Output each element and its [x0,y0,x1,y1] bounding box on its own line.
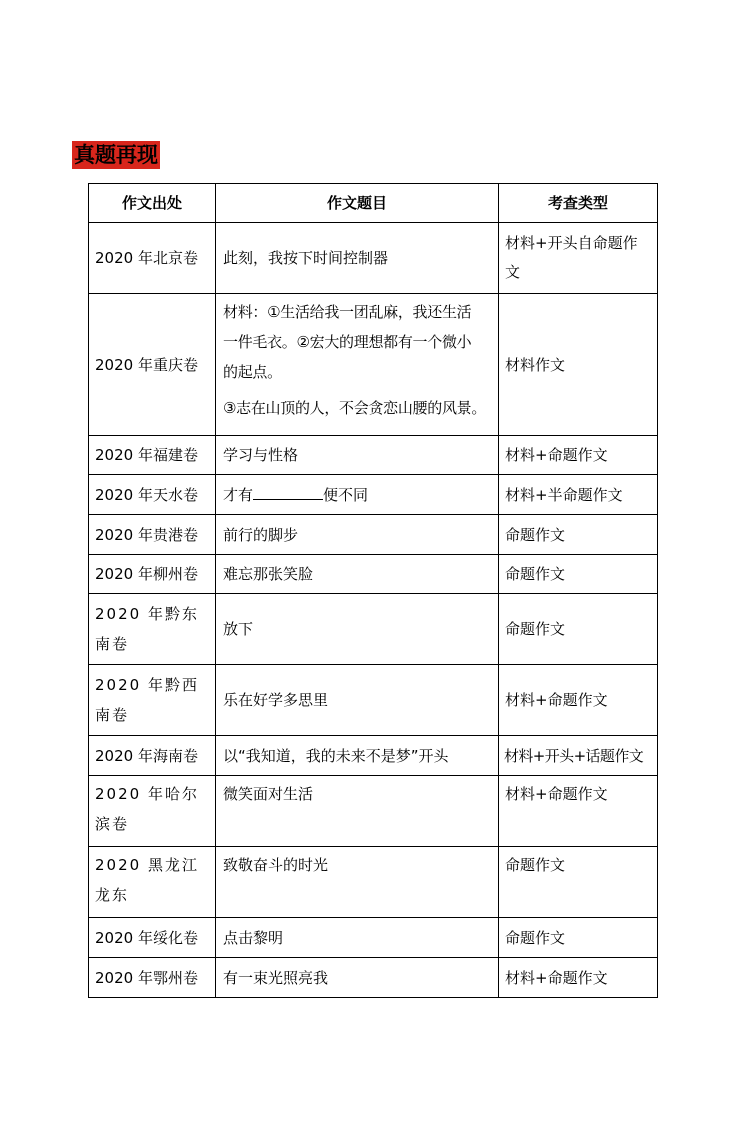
blank-underline [253,484,323,500]
cell-type: 材料+命题作文 [499,436,658,475]
topic-suffix: 便不同 [323,485,369,504]
cell-source: 2020 年福建卷 [89,436,216,475]
cell-topic: 点击黎明 [216,918,499,958]
cell-type: 命题作文 [499,555,658,594]
cell-source: 2020 黑龙江龙东 [89,847,216,918]
table-row [89,847,658,918]
composition-table [88,183,658,998]
cell-source: 2020 年黔东南卷 [89,594,216,665]
cell-source: 2020 年黔西南卷 [89,665,216,736]
topic-line: ③志在山顶的人，不会贪恋山腰的风景。 [223,399,487,417]
table-row [89,555,658,594]
cell-topic [216,475,499,515]
cell-type: 材料作文 [499,294,658,436]
cell-source: 2020 年海南卷 [89,736,216,776]
table-row [89,594,658,665]
table-row [89,515,658,555]
cell-topic: 此刻，我按下时间控制器 [216,223,499,294]
section-heading: 真题再现 [74,143,158,167]
table-header-row [89,184,658,223]
header-type: 考查类型 [499,184,658,223]
topic-line: 一件毛衣。②宏大的理想都有一个微小 [223,333,472,351]
table-row [89,776,658,847]
cell-type: 命题作文 [499,594,658,665]
cell-topic: 前行的脚步 [216,515,499,555]
cell-topic: 以“我知道，我的未来不是梦”开头 [216,736,499,776]
table-row [89,736,658,776]
cell-type: 材料+命题作文 [499,958,658,998]
cell-type: 命题作文 [499,918,658,958]
cell-topic: 微笑面对生活 [216,776,499,847]
table-row [89,958,658,998]
table-row [89,475,658,515]
cell-source: 2020 年贵港卷 [89,515,216,555]
table-row [89,665,658,736]
cell-topic: 难忘那张笑脸 [216,555,499,594]
table-row [89,294,658,436]
cell-topic [216,294,499,436]
cell-topic: 学习与性格 [216,436,499,475]
cell-type: 命题作文 [499,847,658,918]
topic-line: 材料：①生活给我一团乱麻，我还生活 [223,303,472,321]
cell-type: 材料+开头+话题作文 [499,736,658,776]
table-row [89,436,658,475]
cell-source: 2020 年天水卷 [89,475,216,515]
table-row [89,223,658,294]
cell-source: 2020 年重庆卷 [89,294,216,436]
cell-topic: 有一束光照亮我 [216,958,499,998]
topic-line: 的起点。 [223,363,282,381]
cell-type: 材料+开头自命题作文 [499,223,658,294]
cell-type: 材料+命题作文 [499,665,658,736]
cell-type: 材料+命题作文 [499,776,658,847]
cell-source: 2020 年柳州卷 [89,555,216,594]
header-topic: 作文题目 [216,184,499,223]
cell-topic: 放下 [216,594,499,665]
cell-type: 命题作文 [499,515,658,555]
header-source: 作文出处 [89,184,216,223]
topic-prefix: 才有 [223,485,254,504]
cell-source: 2020 年绥化卷 [89,918,216,958]
cell-source: 2020 年哈尔滨卷 [89,776,216,847]
cell-topic: 致敬奋斗的时光 [216,847,499,918]
cell-topic: 乐在好学多思里 [216,665,499,736]
cell-source: 2020 年北京卷 [89,223,216,294]
cell-type: 材料+半命题作文 [499,475,658,515]
table-row [89,918,658,958]
cell-source: 2020 年鄂州卷 [89,958,216,998]
